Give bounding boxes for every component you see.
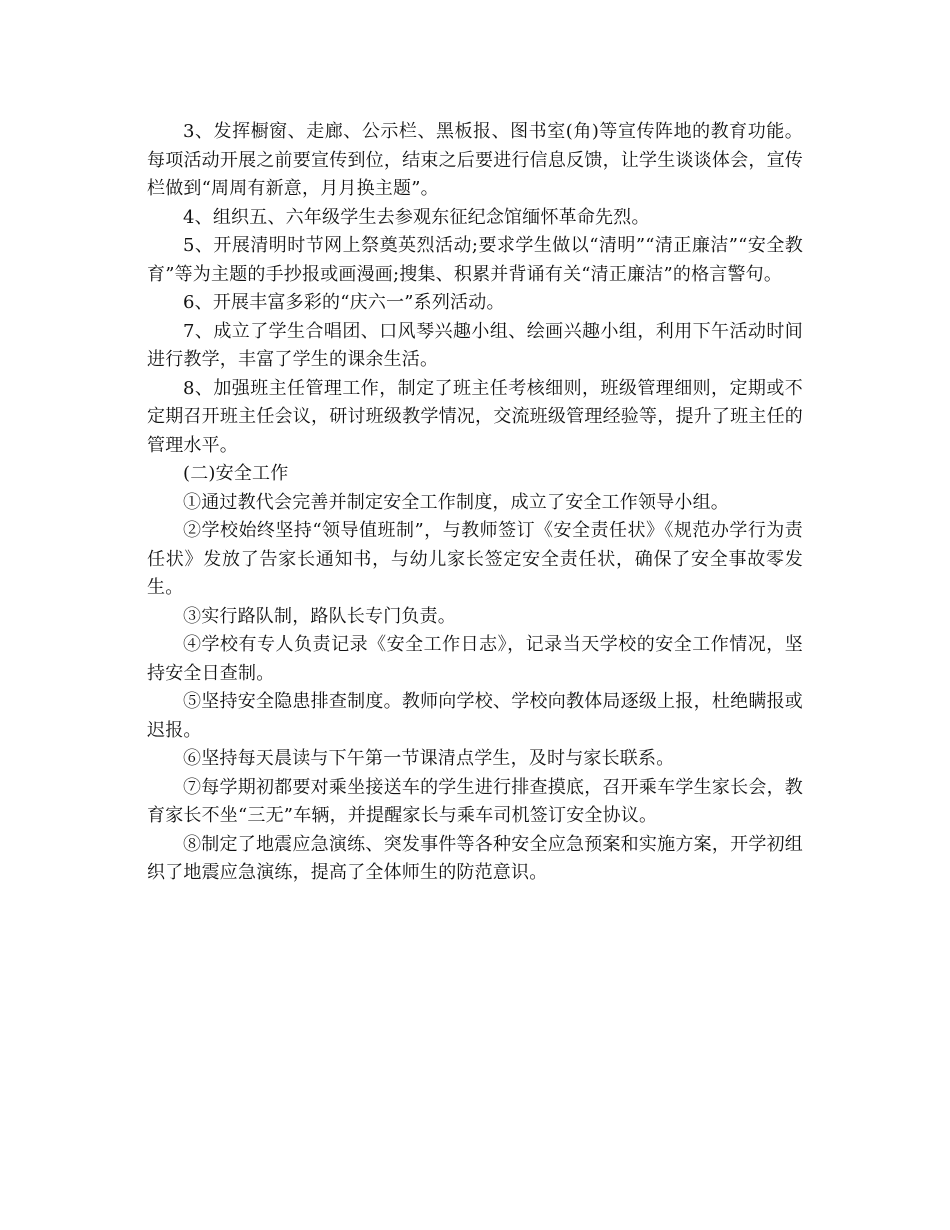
document-page [147, 118, 803, 888]
safety-item-8: ⑧制定了地震应急演练、突发事件等各种安全应急预案和实施方案，开学初组织了地震应急演练，提高了全体师生的防范意识。 [147, 833, 803, 883]
paragraph-item-8: 8、加强班主任管理工作，制定了班主任考核细则，班级管理细则，定期或不定期召开班主任会议，研讨班级教学情况，交流班级管理经验等，提升了班主任的管理水平。 [147, 377, 803, 456]
safety-item-7: ⑦每学期初都要对乘坐接送车的学生进行排查摸底，召开乘车学生家长会，教育家长不坐“三无”车辆，并提醒家长与乘车司机签订安全协议。 [147, 776, 803, 826]
section-heading-safety: (二)安全工作 [183, 463, 289, 484]
paragraph-item-5: 5、开展清明时节网上祭奠英烈活动;要求学生做以“清明”“清正廉洁”“安全教育”等为主题的手抄报或画漫画;搜集、积累并背诵有关“清正廉洁”的格言警句。 [147, 235, 803, 285]
safety-item-2: ②学校始终坚持“领导值班制”，与教师签订《安全责任状》《规范办学行为责任状》发放了告家长通知书，与幼儿家长签定安全责任状，确保了安全事故零发生。 [147, 520, 803, 598]
paragraph-item-7: 7、成立了学生合唱团、口风琴兴趣小组、绘画兴趣小组，利用下午活动时间进行教学，丰富了学生的课余生活。 [147, 320, 803, 370]
paragraph-item-3: 3、发挥橱窗、走廊、公示栏、黑板报、图书室(角)等宣传阵地的教育功能。每项活动开展之前要宣传到位，结束之后要进行信息反馈，让学生谈谈体会，宣传栏做到“周周有新意，月月换主题”。 [147, 121, 803, 199]
safety-item-1: ①通过教代会完善并制定安全工作制度，成立了安全工作领导小组。 [183, 491, 729, 513]
safety-item-6: ⑥坚持每天晨读与下午第一节课清点学生，及时与家长联系。 [183, 748, 675, 769]
safety-item-3: ③实行路队制，路队长专门负责。 [183, 605, 456, 627]
paragraph-item-6: 6、开展丰富多彩的“庆六一”系列活动。 [183, 292, 505, 313]
safety-item-4: ④学校有专人负责记录《安全工作日志》，记录当天学校的安全工作情况，坚持安全日查制。 [147, 634, 803, 684]
safety-item-5: ⑤坚持安全隐患排查制度。教师向学校、学校向教体局逐级上报，杜绝瞒报或迟报。 [147, 691, 803, 741]
paragraph-item-4: 4、组织五、六年级学生去参观东征纪念馆缅怀革命先烈。 [183, 206, 650, 228]
